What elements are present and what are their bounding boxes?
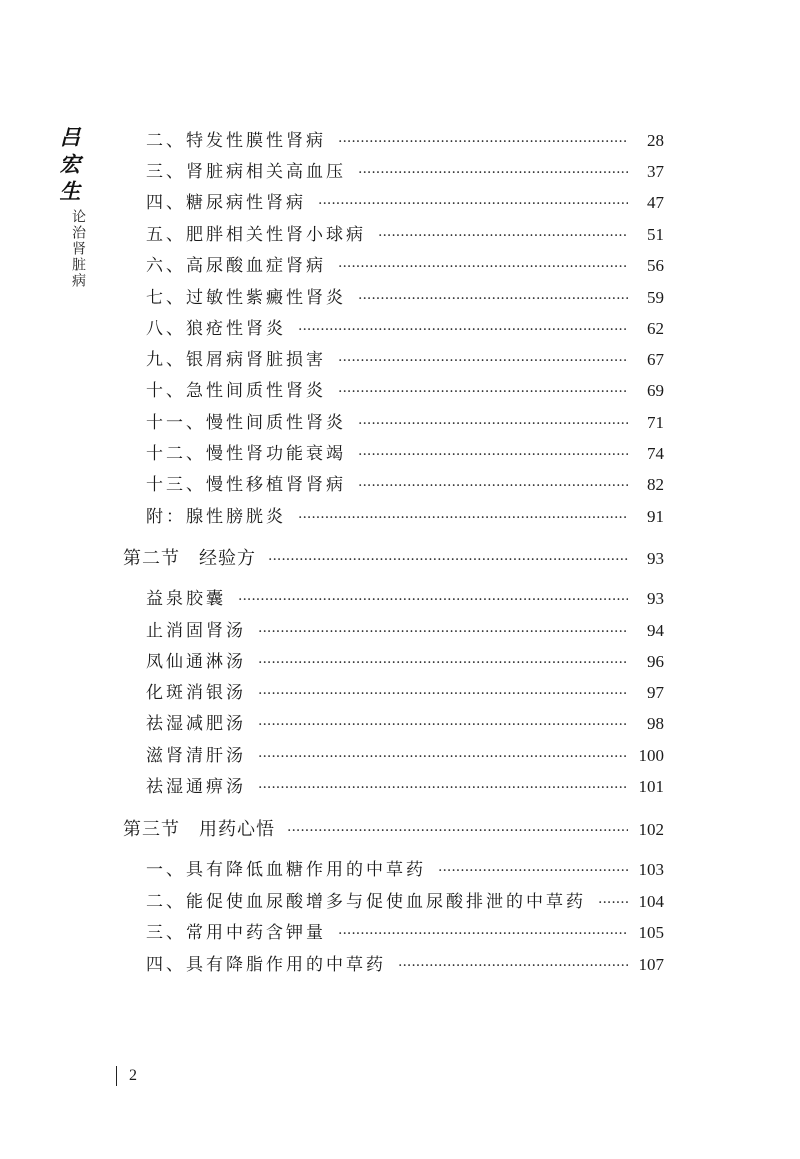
toc-entry-page: 107 [638,955,664,974]
dot-leader [258,780,628,796]
dot-leader [318,196,628,212]
toc-entry-page: 74 [647,444,664,463]
toc-entry-page: 96 [647,652,664,671]
dot-leader [338,384,628,400]
toc-entry[interactable] [146,584,664,610]
toc-entry[interactable] [146,408,664,434]
toc-entry[interactable] [146,647,664,673]
toc-entry-label: 八、狼疮性肾炎 [146,319,286,339]
toc-entry-label: 四、具有降脂作用的中草药 [146,955,386,975]
toc-section-heading[interactable] [123,544,664,570]
dot-leader [238,592,628,608]
toc-entry[interactable] [146,772,664,798]
toc-entry[interactable] [146,741,664,767]
toc-entry-label: 一、具有降低血糖作用的中草药 [146,860,426,880]
toc-entry-label: 三、常用中药含钾量 [146,923,326,943]
toc-entry-page: 71 [647,413,664,432]
toc-entry-label: 附：腺性膀胱炎 [146,507,286,527]
dot-leader [268,552,628,568]
toc-entry[interactable] [146,283,664,309]
dot-leader [258,624,628,640]
toc-entry[interactable] [146,157,664,183]
page-footer [116,1066,137,1086]
toc-entry-label: 四、糖尿病性肾病 [146,193,306,213]
toc-entry-page: 97 [647,683,664,702]
dot-leader [398,958,628,974]
toc-entry-label: 十三、慢性移植肾肾病 [146,475,346,495]
toc-entry[interactable] [146,220,664,246]
toc-entry-label: 祛湿通痹汤 [146,777,246,797]
toc-entry-label: 六、高尿酸血症肾病 [146,256,326,276]
toc-entry[interactable] [146,855,664,881]
toc-entry[interactable] [146,918,664,944]
toc-entry-page: 103 [638,860,664,879]
toc-entry[interactable] [146,251,664,277]
toc-entry-label: 五、肥胖相关性肾小球病 [146,225,366,245]
toc-entry-page: 56 [647,256,664,275]
dot-leader [258,717,628,733]
toc-entry-page: 62 [647,319,664,338]
dot-leader [598,895,628,911]
toc-entry-page: 91 [647,507,664,526]
dot-leader [258,655,628,671]
dot-leader [358,447,628,463]
toc-section-heading[interactable] [123,815,664,841]
toc-entry-page: 69 [647,381,664,400]
dot-leader [378,228,628,244]
toc-section-page: 102 [638,820,664,839]
toc-entry-page: 67 [647,350,664,369]
toc-entry[interactable] [146,950,664,976]
toc-entry-page: 51 [647,225,664,244]
toc-entry-page: 104 [638,892,664,911]
toc-entry-label: 十、急性间质性肾炎 [146,381,326,401]
dot-leader [438,863,628,879]
toc-entry-label: 凤仙通淋汤 [146,652,246,672]
toc-entry[interactable] [146,126,664,152]
toc-entry-page: 94 [647,621,664,640]
toc-entry-page: 98 [647,714,664,733]
toc-section-label: 第二节 经验方 [123,548,256,569]
toc-entry-label: 十一、慢性间质性肾炎 [146,413,346,433]
toc-entry-page: 105 [638,923,664,942]
toc-entry-label: 九、银屑病肾脏损害 [146,350,326,370]
dot-leader [358,291,628,307]
toc-entry-label: 化斑消银汤 [146,683,246,703]
toc-entry[interactable] [146,887,664,913]
dot-leader [358,416,628,432]
toc-entry-label: 止消固肾汤 [146,621,246,641]
dot-leader [258,686,628,702]
dot-leader [338,259,628,275]
toc-entry-label: 二、能促使血尿酸增多与促使血尿酸排泄的中草药 [146,892,586,912]
toc-section-label: 第三节 用药心悟 [123,819,275,840]
dot-leader [338,353,628,369]
toc-section-page: 93 [647,549,664,568]
toc-entry[interactable] [146,345,664,371]
toc-entry-page: 37 [647,162,664,181]
toc-entry[interactable] [146,470,664,496]
toc-entry-page: 82 [647,475,664,494]
toc-entry[interactable] [146,678,664,704]
toc-entry[interactable] [146,376,664,402]
dot-leader [358,165,628,181]
toc-entry-label: 滋肾清肝汤 [146,746,246,766]
toc-entry-label: 三、肾脏病相关高血压 [146,162,346,182]
dot-leader [338,926,628,942]
dot-leader [298,322,628,338]
toc-entry[interactable] [146,439,664,465]
dot-leader [338,134,628,150]
dot-leader [287,823,628,839]
toc-entry[interactable] [146,314,664,340]
toc-entry-page: 93 [647,589,664,608]
toc-entry[interactable] [146,188,664,214]
author-name: 吕宏生 [57,126,82,207]
dot-leader [298,510,628,526]
toc-entry-page: 101 [638,777,664,796]
toc-entry-page: 28 [647,131,664,150]
toc-entry-label: 七、过敏性紫癜性肾炎 [146,288,346,308]
toc-entry-label: 益泉胶囊 [146,589,226,609]
toc-entry-page: 100 [638,746,664,765]
toc-entry-label: 二、特发性膜性肾病 [146,131,326,151]
toc-entry-label: 祛湿减肥汤 [146,714,246,734]
footer-rule [116,1066,117,1086]
toc-entry-page: 47 [647,193,664,212]
dot-leader [258,749,628,765]
toc-entry[interactable] [146,502,664,528]
dot-leader [358,478,628,494]
toc-entry-label: 十二、慢性肾功能衰竭 [146,444,346,464]
page-number: 2 [129,1067,137,1084]
toc-entry-page: 59 [647,288,664,307]
toc-entry[interactable] [146,616,664,642]
toc-entry[interactable] [146,709,664,735]
book-title: 论治肾脏病 [70,209,86,289]
